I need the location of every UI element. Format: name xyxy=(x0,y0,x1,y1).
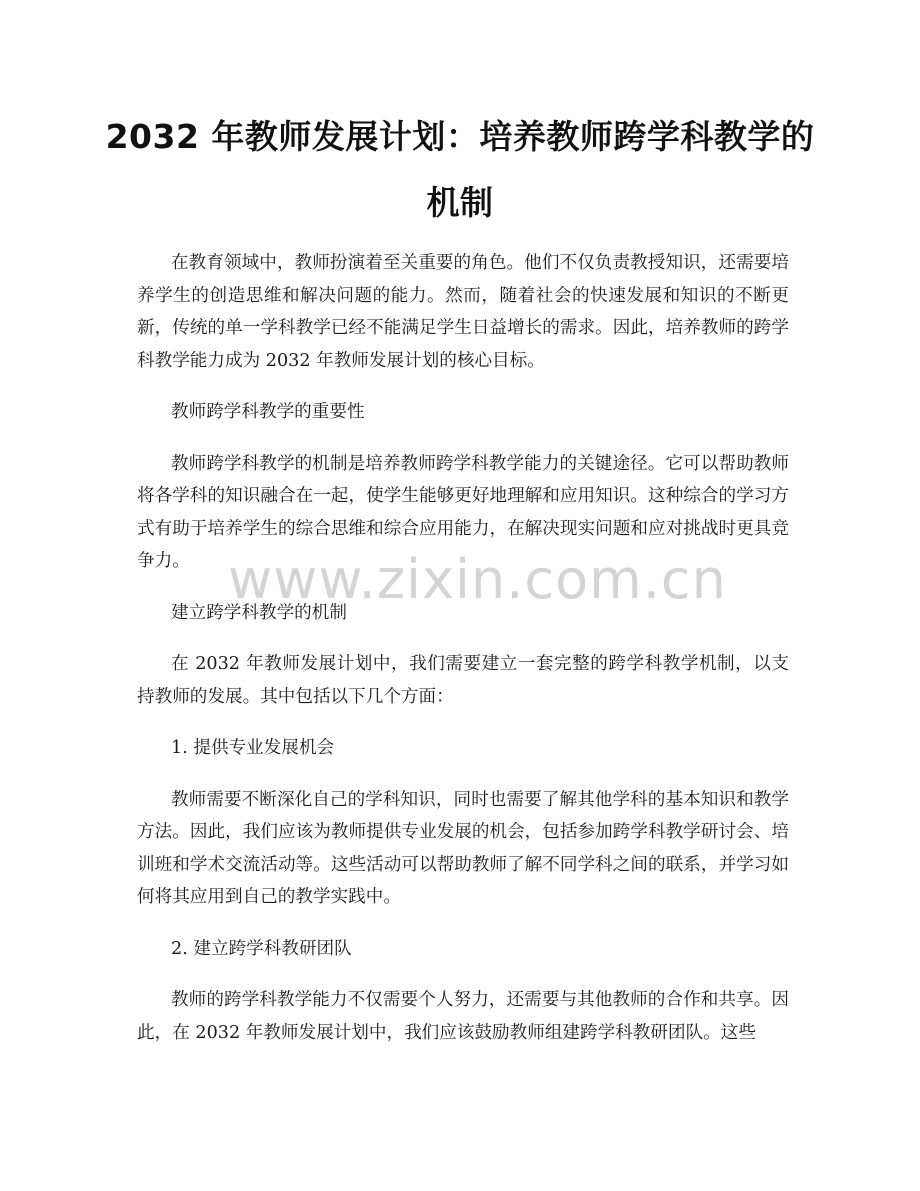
section-heading-mechanism: 建立跨学科教学的机制 xyxy=(171,602,347,623)
paragraph-mechanism: 在 2032 年教师发展计划中，我们需要建立一套完整的跨学科教学机制，以支持教师的发展。其中包括以下几个方面： xyxy=(137,654,789,707)
list-item-heading-1: 1. 提供专业发展机会 xyxy=(171,738,335,758)
paragraph-professional-development: 教师需要不断深化自己的学科知识，同时也需要了解其他学科的基本知识和教学方法。因此，我们应该为教师提供专业发展的机会，包括参加跨学科教学研讨会、培训班和学术交流活动等。这些活动可以帮助教师了解不同学科之间的联系，并学习如何将其应用到自己的教学实践中。 xyxy=(137,789,789,907)
list-item-heading-2: 2. 建立跨学科教研团队 xyxy=(171,938,352,959)
document-body xyxy=(137,247,789,1068)
watermark: www.zixin.com.cn xyxy=(228,548,727,611)
section-heading-importance: 教师跨学科教学的重要性 xyxy=(171,402,365,422)
paragraph-research-team: 教师的跨学科教学能力不仅需要个人努力，还需要与其他教师的合作和共享。因此，在 2032 年教师发展计划中，我们应该鼓励教师组建跨学科教研团队。这些 xyxy=(137,990,789,1043)
document-title: 2032 年教师发展计划：培养教师跨学科教学的机制 xyxy=(105,117,815,222)
paragraph-intro: 在教育领域中，教师扮演着至关重要的角色。他们不仅负责教授知识，还需要培养学生的创造思维和解决问题的能力。然而，随着社会的快速发展和知识的不断更新，传统的单一学科教学已经不能满足学生日益增长的需求。因此，培养教师的跨学科教学能力成为 2032 年教师发展计划的核心目标。 xyxy=(137,253,789,371)
paragraph-importance: 教师跨学科教学的机制是培养教师跨学科教学能力的关键途径。它可以帮助教师将各学科的知识融合在一起，使学生能够更好地理解和应用知识。这种综合的学习方式有助于培养学生的综合思维和综合应用能力，在解决现实问题和应对挑战时更具竞争力。 xyxy=(137,453,789,571)
